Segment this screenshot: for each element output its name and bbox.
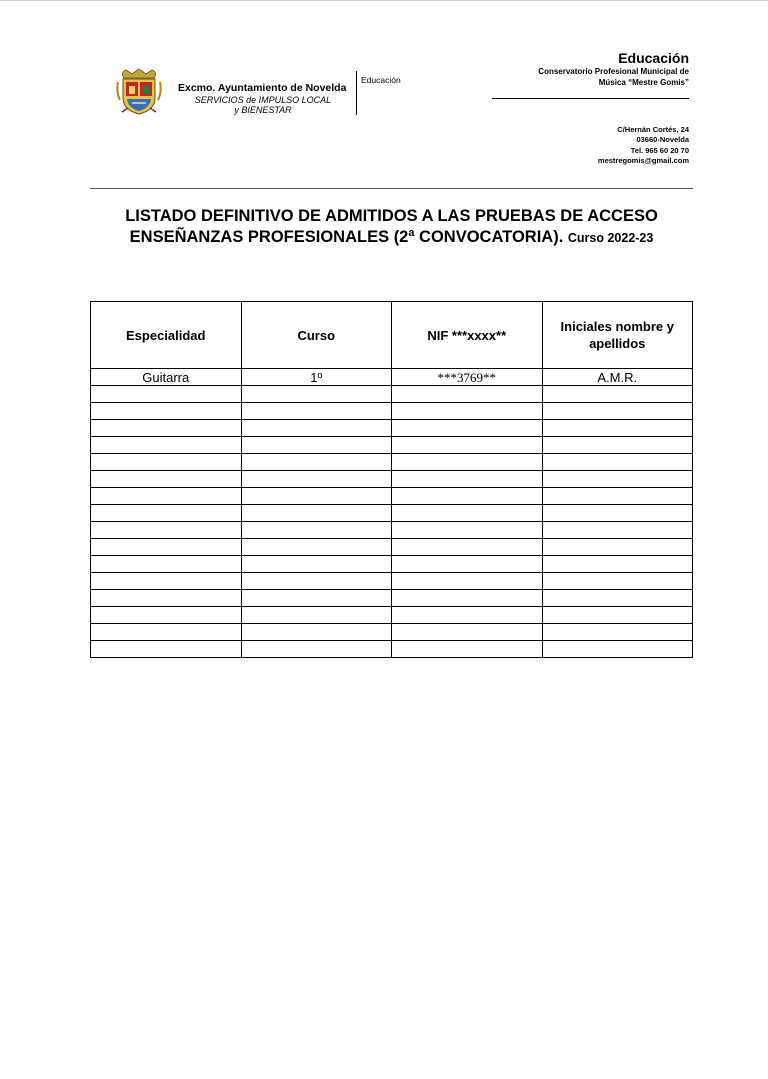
institution-rule (492, 98, 689, 99)
table-row-empty (91, 488, 693, 505)
table-row-empty (91, 607, 693, 624)
table-cell-empty (392, 505, 543, 522)
table-cell-empty (392, 437, 543, 454)
page-top-rule (0, 0, 768, 1)
table-cell-empty (241, 471, 392, 488)
header-nif: NIF ***xxxx** (392, 302, 543, 369)
table-cell-empty (542, 556, 693, 573)
table-cell-empty (91, 454, 242, 471)
table-cell-empty (542, 505, 693, 522)
coat-of-arms-logo (114, 68, 164, 116)
table-row-empty (91, 539, 693, 556)
table-cell-empty (241, 522, 392, 539)
table-cell-empty (542, 420, 693, 437)
cell-curso: 1º (241, 369, 392, 386)
table-cell-empty (91, 471, 242, 488)
header-rule (90, 188, 693, 189)
table-row-empty (91, 624, 693, 641)
table-cell-empty (91, 403, 242, 420)
council-service (178, 95, 348, 115)
table-cell-empty (241, 590, 392, 607)
table-row (91, 369, 693, 386)
table-cell-empty (241, 556, 392, 573)
table-cell-empty (91, 624, 242, 641)
table-cell-empty (91, 607, 242, 624)
table-cell-empty (542, 590, 693, 607)
address-street: C/Hernán Cortés, 24 (617, 125, 689, 134)
cell-nif: ***3769** (392, 369, 543, 386)
table-cell-empty (542, 607, 693, 624)
table-row-empty (91, 522, 693, 539)
table-row-empty (91, 641, 693, 658)
admitted-list-table (90, 301, 693, 658)
table-cell-empty (91, 590, 242, 607)
table-body (91, 369, 693, 658)
table-cell-empty (91, 505, 242, 522)
table-row-empty (91, 556, 693, 573)
table-cell-empty (91, 539, 242, 556)
table-cell-empty (91, 386, 242, 403)
table-cell-empty (91, 522, 242, 539)
table-cell-empty (542, 403, 693, 420)
table-cell-empty (91, 641, 242, 658)
table-cell-empty (542, 437, 693, 454)
address-email: mestregomis@gmail.com (597, 155, 689, 165)
department-small-label: Educación (361, 75, 401, 85)
table-cell-empty (542, 624, 693, 641)
table-cell-empty (392, 624, 543, 641)
header-iniciales: Iniciales nombre y apellidos (542, 302, 693, 369)
table-cell-empty (91, 573, 242, 590)
table-row-empty (91, 437, 693, 454)
table-cell-empty (241, 505, 392, 522)
table-cell-empty (392, 590, 543, 607)
title-line2 (90, 227, 693, 249)
address-postal: 03660-Novelda (636, 135, 689, 145)
table-cell-empty (241, 420, 392, 437)
table-cell-empty (241, 624, 392, 641)
table-cell-empty (542, 454, 693, 471)
cell-especialidad: Guitarra (91, 369, 242, 386)
table-row-empty (91, 505, 693, 522)
table-header-row (91, 302, 693, 369)
header-curso: Curso (241, 302, 392, 369)
table-cell-empty (392, 471, 543, 488)
table-cell-empty (392, 522, 543, 539)
table-cell-empty (392, 454, 543, 471)
institution-line1: Conservatorio Profesional Municipal de (538, 67, 689, 76)
header-especialidad: Especialidad (91, 302, 242, 369)
council-service-line1: SERVICIOS de IMPULSO LOCAL (194, 95, 332, 105)
document-title (90, 206, 693, 249)
table-cell-empty (542, 522, 693, 539)
table-cell-empty (392, 556, 543, 573)
table-cell-empty (542, 641, 693, 658)
table-cell-empty (542, 488, 693, 505)
table-row-empty (91, 403, 693, 420)
table-cell-empty (392, 403, 543, 420)
course-label: Curso 2022-23 (567, 231, 654, 245)
title-line1: LISTADO DEFINITIVO DE ADMITIDOS A LAS PRUEBAS DE ACCESO (125, 207, 658, 225)
table-cell-empty (241, 403, 392, 420)
table-cell-empty (241, 573, 392, 590)
table-cell-empty (392, 573, 543, 590)
table-cell-empty (392, 607, 543, 624)
title-line2-text: ENSEÑANZAS PROFESIONALES (2ª CONVOCATORIA). (129, 228, 564, 246)
table-cell-empty (241, 607, 392, 624)
table-cell-empty (241, 437, 392, 454)
table-row-empty (91, 573, 693, 590)
council-service-line2: y BIENESTAR (234, 105, 292, 115)
institution-block (538, 50, 689, 88)
table-cell-empty (241, 641, 392, 658)
table-cell-empty (542, 386, 693, 403)
table-cell-empty (241, 488, 392, 505)
table-row-empty (91, 454, 693, 471)
table-cell-empty (91, 556, 242, 573)
council-name: Excmo. Ayuntamiento de Novelda (178, 82, 347, 94)
table-cell-empty (91, 437, 242, 454)
table-cell-empty (91, 488, 242, 505)
table-row-empty (91, 386, 693, 403)
table-cell-empty (392, 386, 543, 403)
table-cell-empty (392, 420, 543, 437)
table-cell-empty (91, 420, 242, 437)
table-cell-empty (542, 573, 693, 590)
cell-iniciales: A.M.R. (542, 369, 693, 386)
table-cell-empty (392, 539, 543, 556)
table-row-empty (91, 420, 693, 437)
table-cell-empty (241, 539, 392, 556)
institution-line2: Música “Mestre Gomis” (598, 78, 689, 87)
table-cell-empty (241, 386, 392, 403)
table-cell-empty (542, 539, 693, 556)
table-cell-empty (392, 641, 543, 658)
table-cell-empty (542, 471, 693, 488)
table-cell-empty (392, 488, 543, 505)
table-row-empty (91, 590, 693, 607)
header-divider (356, 71, 357, 115)
department-title: Educación (618, 50, 689, 66)
contact-address (598, 125, 689, 166)
table-cell-empty (241, 454, 392, 471)
address-phone: Tel. 965 60 20 70 (630, 145, 689, 155)
table-row-empty (91, 471, 693, 488)
